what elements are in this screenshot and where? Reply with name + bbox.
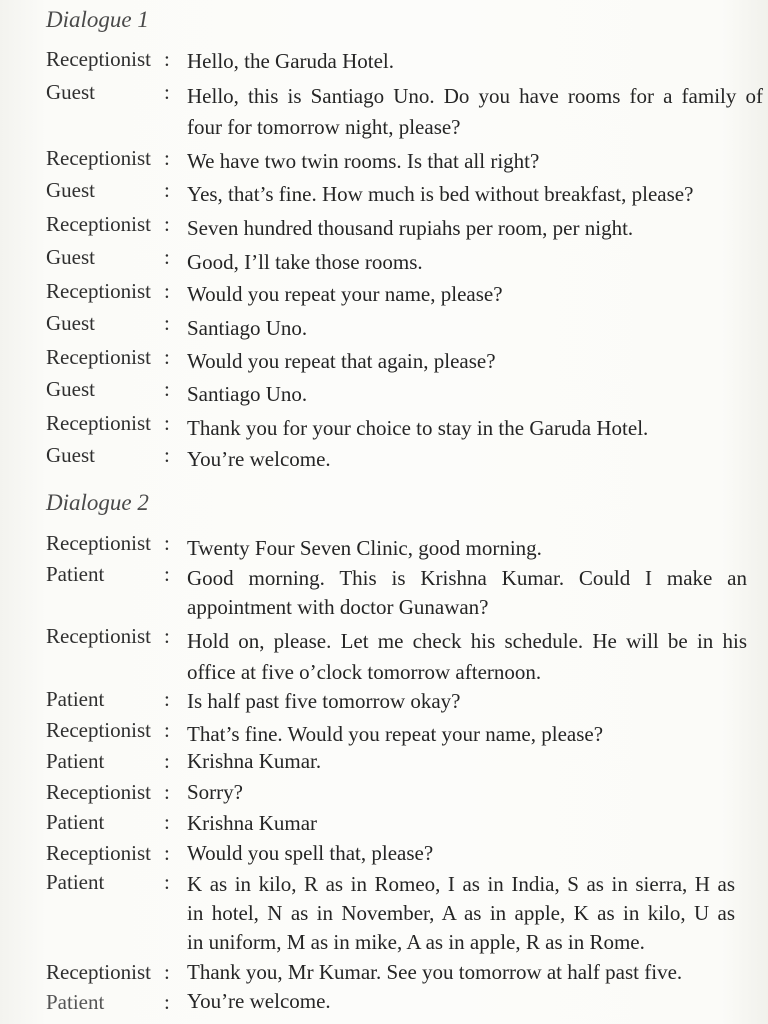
dialogue-1-line-5-text: Seven hundred thousand rupiahs per room, per night.: [187, 216, 634, 240]
dialogue-2-line-4-text: Is half past five tomorrow okay?: [187, 689, 461, 713]
dialogue-1-line-10-colon: :: [164, 377, 170, 401]
dialogue-2-line-1-colon: :: [164, 531, 170, 555]
dialogue-2-line-1-text: Twenty Four Seven Clinic, good morning.: [187, 536, 542, 560]
dialogue-2-line-2-text-2: appointment with doctor Gunawan?: [187, 595, 489, 619]
dialogue-2-line-9-speaker: Receptionist: [46, 841, 151, 865]
dialogue-1-line-12-speaker: Guest: [46, 443, 95, 467]
dialogue-2-line-4-speaker: Patient: [46, 687, 105, 711]
dialogue-2-line-10-speaker: Patient: [46, 870, 105, 894]
dialogue-2-line-11-text: Thank you, Mr Kumar. See you tomorrow at half past five.: [187, 960, 683, 984]
dialogue-1-line-4-speaker: Guest: [46, 178, 95, 202]
dialogue-1-line-5-colon: :: [164, 212, 170, 236]
dialogue-2-line-12-text: You’re welcome.: [187, 989, 331, 1013]
dialogue-1-title: Dialogue 1: [46, 7, 149, 32]
dialogue-1-line-2-speaker: Guest: [46, 80, 95, 104]
dialogue-2-line-11-colon: :: [164, 960, 170, 984]
dialogue-2-line-10-text-3: in uniform, M as in mike, A as in apple, R as in Rome.: [187, 930, 645, 954]
dialogue-1-line-12-colon: :: [164, 443, 170, 467]
dialogue-2-line-3-speaker: Receptionist: [46, 624, 151, 648]
dialogue-1-line-10-speaker: Guest: [46, 377, 95, 401]
dialogue-2-line-8-speaker: Patient: [46, 810, 105, 834]
dialogue-1-line-4-colon: :: [164, 178, 170, 202]
dialogue-2-line-5-speaker: Receptionist: [46, 718, 151, 742]
dialogue-2-line-12-speaker: Patient: [46, 990, 105, 1014]
dialogue-1-line-6-text: Good, I’ll take those rooms.: [187, 250, 423, 274]
dialogue-2-line-7-text: Sorry?: [187, 780, 243, 804]
dialogue-1-line-2-colon: :: [164, 80, 170, 104]
dialogue-2-line-10-colon: :: [164, 870, 170, 894]
dialogue-1-line-8-text: Santiago Uno.: [187, 316, 308, 340]
dialogue-1-line-11-speaker: Receptionist: [46, 411, 151, 435]
dialogue-2-line-6-text: Krishna Kumar.: [187, 749, 322, 773]
dialogue-1-line-9-text: Would you repeat that again, please?: [187, 349, 496, 373]
dialogue-1-line-7-speaker: Receptionist: [46, 279, 151, 303]
dialogue-1-line-6-colon: :: [164, 245, 170, 269]
dialogue-2-line-7-colon: :: [164, 780, 170, 804]
dialogue-2-line-4-colon: :: [164, 687, 170, 711]
dialogue-2-line-10-text-2: in hotel, N as in November, A as in apple, K as in kilo, U as: [187, 901, 735, 925]
dialogue-1-line-6-speaker: Guest: [46, 245, 95, 269]
dialogue-1-line-9-colon: :: [164, 345, 170, 369]
dialogue-2-title: Dialogue 2: [46, 490, 149, 515]
dialogue-1-line-1-text: Hello, the Garuda Hotel.: [187, 49, 395, 73]
dialogue-1-line-4-text: Yes, that’s fine. How much is bed without breakfast, please?: [187, 182, 694, 206]
dialogue-2-line-11-speaker: Receptionist: [46, 960, 151, 984]
dialogue-1-line-3-colon: :: [164, 146, 170, 170]
dialogue-1-line-7-text: Would you repeat your name, please?: [187, 282, 503, 306]
dialogue-1-line-8-colon: :: [164, 311, 170, 335]
dialogue-2-line-2-text-1: Good morning. This is Krishna Kumar. Could I make an: [187, 566, 747, 590]
dialogue-2-line-5-text: That’s fine. Would you repeat your name, please?: [187, 722, 604, 746]
dialogue-1-line-7-colon: :: [164, 279, 170, 303]
dialogue-2-line-7-speaker: Receptionist: [46, 780, 151, 804]
dialogue-1-line-1-speaker: Receptionist: [46, 47, 151, 71]
dialogue-2-line-1-speaker: Receptionist: [46, 531, 151, 555]
dialogue-2-line-6-colon: :: [164, 749, 170, 773]
dialogue-1-line-2-text-1: Hello, this is Santiago Uno. Do you have rooms for a family of: [187, 84, 763, 108]
dialogue-2-line-6-speaker: Patient: [46, 749, 105, 773]
dialogue-2-line-12-colon: :: [164, 990, 170, 1014]
dialogue-1-line-11-colon: :: [164, 411, 170, 435]
dialogue-1-line-3-text: We have two twin rooms. Is that all right?: [187, 149, 540, 173]
dialogue-1-line-5-speaker: Receptionist: [46, 212, 151, 236]
dialogue-2-line-5-colon: :: [164, 718, 170, 742]
dialogue-1-line-11-text: Thank you for your choice to stay in the Garuda Hotel.: [187, 416, 649, 440]
dialogue-1-line-2-text-2: four for tomorrow night, please?: [187, 115, 461, 139]
dialogue-1-line-1-colon: :: [164, 47, 170, 71]
dialogue-2-line-9-text: Would you spell that, please?: [187, 841, 434, 865]
dialogue-1-line-9-speaker: Receptionist: [46, 345, 151, 369]
dialogue-2-line-9-colon: :: [164, 841, 170, 865]
dialogue-2-line-8-colon: :: [164, 810, 170, 834]
dialogue-2-line-3-text-2: office at five o’clock tomorrow afternoon.: [187, 660, 542, 684]
dialogue-2-line-3-colon: :: [164, 624, 170, 648]
dialogue-1-line-8-speaker: Guest: [46, 311, 95, 335]
dialogue-1-line-3-speaker: Receptionist: [46, 146, 151, 170]
dialogue-1-line-12-text: You’re welcome.: [187, 447, 331, 471]
dialogue-2-line-2-colon: :: [164, 562, 170, 586]
dialogue-2-line-2-speaker: Patient: [46, 562, 105, 586]
dialogue-2-line-8-text: Krishna Kumar: [187, 811, 318, 835]
dialogue-1-line-10-text: Santiago Uno.: [187, 382, 308, 406]
dialogue-2-line-10-text-1: K as in kilo, R as in Romeo, I as in India, S as in sierra, H as: [187, 872, 735, 896]
dialogue-2-line-3-text-1: Hold on, please. Let me check his schedule. He will be in his: [187, 629, 747, 653]
